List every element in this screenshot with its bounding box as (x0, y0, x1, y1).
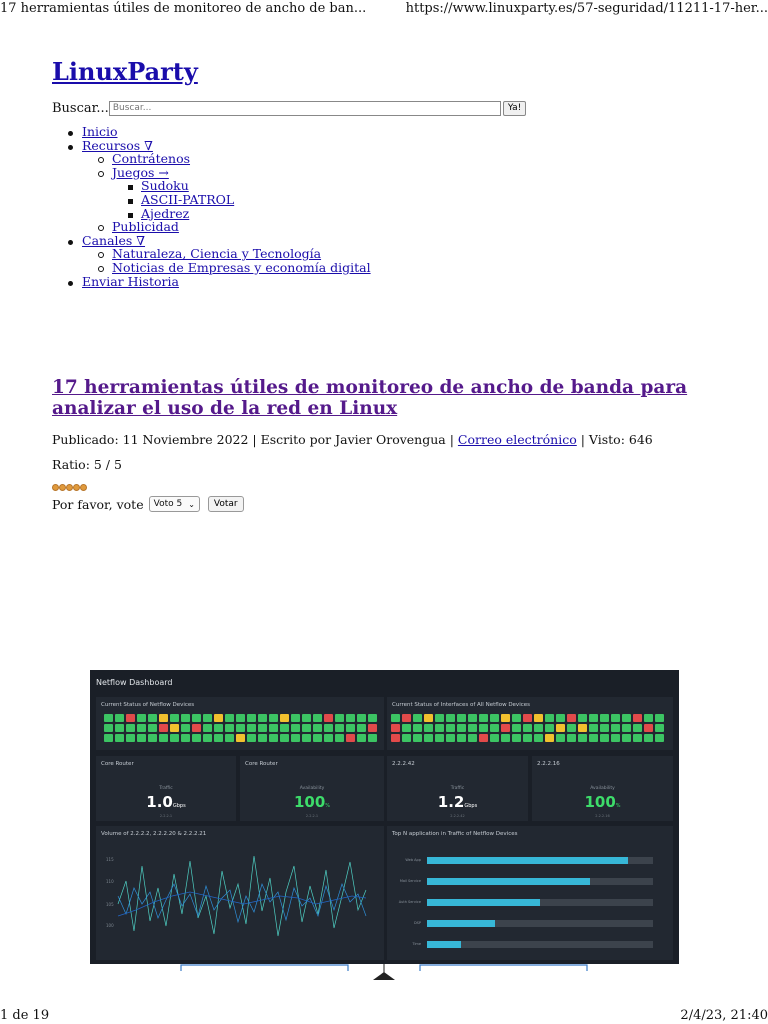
status-cell (104, 714, 113, 722)
bullet-icon (68, 240, 73, 245)
kpi-value: 100 (293, 793, 326, 811)
interfaces-status-panel (387, 697, 673, 750)
status-cell (269, 724, 278, 732)
status-cell (148, 734, 157, 742)
status-cell (115, 714, 124, 722)
kpi-sub: 2.2.2.1 (159, 814, 173, 818)
search-button[interactable]: Ya! (503, 101, 526, 116)
status-cell (357, 724, 366, 732)
status-cell (391, 734, 400, 742)
status-cell (402, 734, 411, 742)
status-cell (413, 714, 422, 722)
status-cell (137, 724, 146, 732)
status-cell (192, 724, 201, 732)
status-cell (479, 724, 488, 732)
status-cell (181, 714, 190, 722)
status-cell (534, 724, 543, 732)
topn-bar-label: Auth Service (398, 900, 421, 904)
bullet-icon (98, 157, 104, 163)
status-cell (468, 734, 477, 742)
kpi-unit: Gbps (172, 803, 186, 809)
menu-item-naturaleza (0, 247, 371, 261)
status-cell (556, 724, 565, 732)
status-cell (457, 734, 466, 742)
status-cell (280, 724, 289, 732)
kpi-value: 1.0 (146, 793, 173, 811)
print-page-number: 1 de 19 (0, 1008, 50, 1023)
status-cell (545, 724, 554, 732)
bullet-icon (98, 266, 104, 272)
status-cell (523, 734, 532, 742)
status-cell (600, 734, 609, 742)
menu-link-recursos[interactable]: Recursos ∇ (82, 137, 153, 153)
status-cell (545, 734, 554, 742)
status-cell (446, 734, 455, 742)
menu-link-naturaleza[interactable]: Naturaleza, Ciencia y Tecnología (112, 246, 322, 262)
devices-status-grid (104, 714, 377, 742)
status-cell (148, 714, 157, 722)
status-cell (534, 714, 543, 722)
status-cell (523, 724, 532, 732)
kpi-title: Core Router (245, 761, 278, 767)
status-cell (236, 724, 245, 732)
status-cell (203, 724, 212, 732)
status-cell (655, 714, 664, 722)
status-cell (247, 724, 256, 732)
status-cell (104, 734, 113, 742)
status-cell (302, 724, 311, 732)
status-cell (324, 714, 333, 722)
volume-line-chart (96, 826, 384, 960)
y-tick-label: 105 (106, 902, 114, 907)
status-cell (490, 714, 499, 722)
menu-item-inicio (0, 125, 371, 139)
status-cell (181, 734, 190, 742)
search-input[interactable] (109, 101, 501, 116)
status-cell (512, 724, 521, 732)
bullet-icon (68, 281, 73, 286)
diagram-fragment (0, 964, 768, 984)
chevron-down-icon: ⌄ (188, 499, 195, 509)
topn-bar-track (427, 941, 653, 948)
menu-link-canales[interactable]: Canales ∇ (82, 232, 146, 248)
devices-status-title: Current Status of Netflow Devices (101, 702, 195, 708)
kpi-title: Core Router (101, 761, 134, 767)
kpi-label: Availability (299, 786, 325, 791)
status-cell (137, 734, 146, 742)
status-cell (567, 724, 576, 732)
bullet-icon (68, 145, 73, 150)
menu-link-noticias[interactable]: Noticias de Empresas y economía digital (112, 259, 371, 275)
status-cell (567, 714, 576, 722)
status-cell (203, 734, 212, 742)
menu-item-enviar (0, 275, 371, 289)
status-cell (313, 714, 322, 722)
kpi-card (96, 756, 236, 821)
menu-link-enviar[interactable]: Enviar Historia (82, 273, 179, 289)
status-cell (346, 734, 355, 742)
status-cell (280, 734, 289, 742)
status-cell (269, 734, 278, 742)
status-cell (446, 724, 455, 732)
search-form (52, 99, 526, 117)
interfaces-status-title: Current Status of Interfaces of All Netflow Devices (392, 702, 530, 708)
status-cell (258, 734, 267, 742)
status-cell (622, 734, 631, 742)
devices-status-panel (96, 697, 384, 750)
kpi-title: 2.2.2.42 (392, 761, 415, 767)
status-cell (413, 734, 422, 742)
menu-item-noticias (0, 261, 371, 275)
menu-item-contratenos (0, 152, 371, 166)
status-cell (335, 714, 344, 722)
status-cell (214, 724, 223, 732)
status-cell (159, 714, 168, 722)
menu-link-contratenos[interactable]: Contrátenos (112, 151, 191, 167)
topn-chart-panel (387, 826, 673, 960)
status-cell (313, 734, 322, 742)
menu-item-sudoku (0, 179, 371, 193)
status-cell (247, 714, 256, 722)
topn-bar-track (427, 878, 653, 885)
rating-text: Ratio: 5 / 5 (52, 457, 122, 472)
status-cell (589, 714, 598, 722)
status-cell (633, 734, 642, 742)
status-cell (545, 714, 554, 722)
kpi-label: Traffic (159, 786, 173, 791)
status-cell (479, 714, 488, 722)
status-cell (424, 714, 433, 722)
star-icon (80, 484, 87, 491)
article-meta (52, 432, 653, 447)
topn-bar-fill (427, 941, 461, 948)
search-label: Buscar... (52, 100, 109, 116)
topn-bar-fill (427, 878, 590, 885)
topn-bar-label: Web App (405, 858, 421, 862)
volume-chart-panel (96, 826, 384, 960)
main-menu (0, 125, 371, 288)
meta-published: Publicado: 11 Noviembre 2022 | Escrito por Javier Orovengua | (52, 432, 454, 447)
status-cell (115, 734, 124, 742)
status-cell (214, 714, 223, 722)
status-cell (644, 734, 653, 742)
status-cell (170, 724, 179, 732)
status-cell (512, 714, 521, 722)
status-cell (578, 714, 587, 722)
status-cell (126, 724, 135, 732)
status-cell (611, 714, 620, 722)
topn-bar-track (427, 857, 653, 864)
vote-button[interactable]: Votar (208, 496, 244, 512)
menu-item-publicidad (0, 220, 371, 234)
status-cell (468, 714, 477, 722)
status-cell (181, 724, 190, 732)
menu-item-recursos (0, 139, 371, 153)
kpi-value: 1.2 (437, 793, 465, 811)
status-cell (192, 714, 201, 722)
status-cell (556, 734, 565, 742)
status-cell (368, 724, 377, 732)
bullet-icon (68, 131, 73, 136)
status-cell (567, 734, 576, 742)
status-cell (170, 714, 179, 722)
status-cell (313, 724, 322, 732)
status-cell (170, 734, 179, 742)
print-datetime: 2/4/23, 21:40 (680, 1008, 768, 1023)
status-cell (126, 714, 135, 722)
print-page-url: https://www.linuxparty.es/57-seguridad/11211-17-her... (405, 1, 768, 16)
status-cell (622, 714, 631, 722)
menu-item-ajedrez (0, 207, 371, 221)
menu-link-inicio[interactable]: Inicio (82, 124, 118, 139)
status-cell (501, 724, 510, 732)
kpi-unit: % (615, 803, 621, 809)
site-title (52, 57, 198, 86)
status-cell (501, 714, 510, 722)
y-tick-label: 100 (106, 923, 114, 928)
status-cell (192, 734, 201, 742)
kpi-value: 100 (584, 793, 616, 811)
status-cell (324, 734, 333, 742)
status-cell (335, 734, 344, 742)
interfaces-status-grid (391, 714, 664, 742)
status-cell (402, 724, 411, 732)
menu-link-ascii-patrol[interactable]: ASCII-PATROL (141, 191, 235, 207)
star-icon (66, 484, 73, 491)
star-icon (59, 484, 66, 491)
status-cell (457, 724, 466, 732)
status-cell (490, 734, 499, 742)
status-cell (611, 724, 620, 732)
topn-bar-label: Time (412, 942, 421, 946)
status-cell (413, 724, 422, 732)
status-cell (600, 724, 609, 732)
status-cell (424, 724, 433, 732)
menu-link-sudoku[interactable]: Sudoku (141, 178, 189, 194)
status-cell (225, 724, 234, 732)
status-cell (368, 734, 377, 742)
status-cell (280, 714, 289, 722)
status-cell (468, 724, 477, 732)
status-cell (435, 714, 444, 722)
status-cell (302, 714, 311, 722)
kpi-unit: Gbps (464, 803, 478, 809)
kpi-sub: 2.2.2.42 (450, 814, 465, 818)
topn-bar-label: DSP (413, 921, 421, 925)
topn-bar-fill (427, 857, 628, 864)
status-cell (335, 724, 344, 732)
status-cell (600, 714, 609, 722)
status-cell (578, 724, 587, 732)
vote-prompt: Por favor, vote (52, 496, 144, 512)
kpi-unit: % (325, 803, 331, 809)
article-title-link[interactable]: 17 herramientas útiles de monitoreo de ancho de banda para analizar el uso de la red en Linux (52, 377, 688, 419)
bullet-icon (128, 185, 133, 190)
status-cell (479, 734, 488, 742)
kpi-label: Availability (590, 786, 615, 791)
status-cell (457, 714, 466, 722)
topn-chart-title: Top N application in Traffic of Netflow Devices (392, 831, 518, 837)
status-cell (556, 714, 565, 722)
status-cell (126, 734, 135, 742)
kpi-sub: 2.2.2.1 (305, 814, 319, 818)
netflow-dashboard-image (90, 670, 679, 964)
status-cell (104, 724, 113, 732)
bullet-icon (128, 199, 133, 204)
y-tick-label: 110 (106, 879, 114, 884)
status-cell (578, 734, 587, 742)
status-cell (236, 714, 245, 722)
status-cell (622, 724, 631, 732)
y-tick-label: 115 (106, 857, 114, 862)
status-cell (115, 724, 124, 732)
kpi-sub: 2.2.2.16 (595, 814, 610, 818)
star-icon (52, 484, 59, 491)
status-cell (501, 734, 510, 742)
status-cell (357, 714, 366, 722)
kpi-card (532, 756, 673, 821)
menu-item-canales (0, 234, 371, 248)
status-cell (302, 734, 311, 742)
menu-item-juegos (0, 166, 371, 180)
status-cell (324, 724, 333, 732)
status-cell (269, 714, 278, 722)
print-footer (0, 1008, 768, 1024)
status-cell (611, 734, 620, 742)
status-cell (446, 714, 455, 722)
status-cell (291, 714, 300, 722)
topn-bar-track (427, 899, 653, 906)
status-cell (435, 734, 444, 742)
status-cell (247, 734, 256, 742)
menu-item-ascii-patrol (0, 193, 371, 207)
status-cell (225, 734, 234, 742)
rating-stars (52, 484, 87, 491)
kpi-card (387, 756, 528, 821)
kpi-card (240, 756, 384, 821)
kpi-title: 2.2.2.16 (537, 761, 560, 767)
status-cell (391, 714, 400, 722)
status-cell (346, 714, 355, 722)
menu-link-ajedrez[interactable]: Ajedrez (141, 205, 190, 221)
status-cell (424, 734, 433, 742)
status-cell (148, 724, 157, 732)
status-cell (490, 724, 499, 732)
volume-chart-title: Volume of 2.2.2.2, 2.2.2.20 & 2.2.2.21 (101, 831, 207, 837)
status-cell (159, 724, 168, 732)
vote-select[interactable] (149, 496, 200, 512)
topn-bar-label: Mail Service (399, 879, 421, 883)
status-cell (534, 734, 543, 742)
bullet-icon (98, 225, 104, 231)
status-cell (655, 724, 664, 732)
status-cell (357, 734, 366, 742)
status-cell (644, 714, 653, 722)
volume-series-line (118, 856, 366, 936)
status-cell (523, 714, 532, 722)
topn-bar-track (427, 920, 653, 927)
kpi-label: Traffic (450, 786, 465, 791)
menu-link-juegos[interactable]: Juegos → (112, 164, 169, 180)
email-link[interactable]: Correo electrónico (457, 432, 577, 447)
status-cell (258, 724, 267, 732)
status-cell (214, 734, 223, 742)
bullet-icon (98, 171, 104, 177)
status-cell (203, 714, 212, 722)
meta-views: | Visto: 646 (580, 432, 653, 447)
menu-link-publicidad[interactable]: Publicidad (112, 219, 179, 235)
vote-select-value: Voto 5 (153, 499, 183, 509)
topn-bar-fill (427, 920, 495, 927)
status-cell (137, 714, 146, 722)
bullet-icon (128, 213, 133, 218)
status-cell (589, 724, 598, 732)
site-title-link[interactable]: LinuxParty (52, 57, 198, 86)
status-cell (368, 714, 377, 722)
status-cell (435, 724, 444, 732)
vote-form (52, 496, 244, 512)
status-cell (225, 714, 234, 722)
status-cell (402, 714, 411, 722)
status-cell (512, 734, 521, 742)
status-cell (159, 734, 168, 742)
status-cell (236, 734, 245, 742)
status-cell (291, 734, 300, 742)
article-title (52, 377, 712, 419)
status-cell (258, 714, 267, 722)
status-cell (589, 734, 598, 742)
topn-bar-fill (427, 899, 540, 906)
print-page-title: 17 herramientas útiles de monitoreo de ancho de ban... (0, 1, 367, 16)
dashboard-title: Netflow Dashboard (96, 678, 173, 687)
status-cell (633, 714, 642, 722)
star-icon (73, 484, 80, 491)
status-cell (655, 734, 664, 742)
status-cell (633, 724, 642, 732)
bullet-icon (98, 252, 104, 258)
status-cell (391, 724, 400, 732)
print-header (0, 0, 768, 18)
status-cell (291, 724, 300, 732)
status-cell (346, 724, 355, 732)
status-cell (644, 724, 653, 732)
